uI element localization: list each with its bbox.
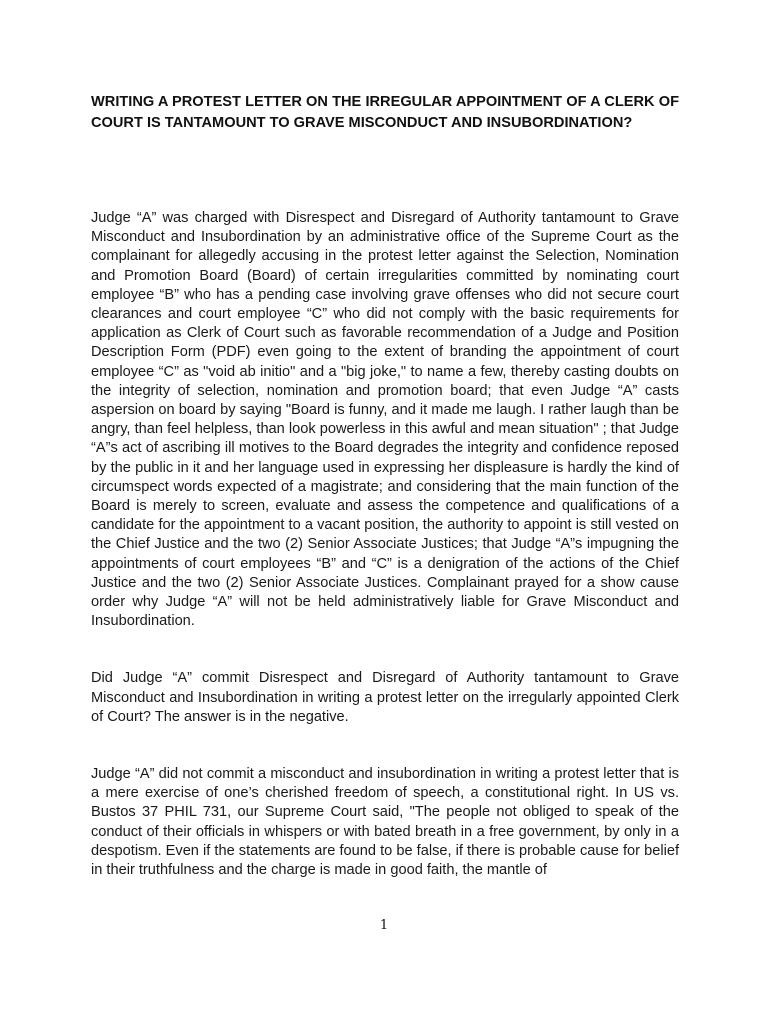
paragraph-charge: Judge “A” was charged with Disrespect and Disregard of Authority tantamount to Grave Misconduct and Insubordination by an administrative office of the Supreme Court as the complainant for allegedly accusing in the protest letter against the Selection, Nomination and Promotion Board (Board) of certain irregularities committed by nominating court employee “B” who has a pending case involving grave offenses who did not secure court clearances and court employee “C” who did not comply with the basic requirements for application as Clerk of Court such as favorable recommendation of a Judge and Position Description Form (PDF) even going to the extent of branding the appointment of court employee “C” as "void ab initio" and a "big joke," to name a few, thereby casting doubts on the integrity of selection, nomination and promotion board; that even Judge “A” casts aspersion on board by saying "Board is funny, and it made me laugh. I rather laugh than be angry, than feel helpless, than look powerless in this awful and mean situation" ; that Judge “A”s act of ascribing ill motives to the Board degrades the integrity and confidence reposed by the public in it and her language used in expressing her displeasure is hardly the kind of circumspect words expected of a magistrate; and considering that the main function of the Board is merely to screen, evaluate and assess the competence and qualifications of a candidate for the appointment to a vacant position, the authority to appoint is still vested on the Chief Justice and the two (2) Senior Associate Justices; that Judge “A”s impugning the appointments of court employees “B” and “C” is a denigration of the actions of the Chief Justice and the two (2) Senior Associate Justices. Complainant prayed for a show cause order why Judge “A” will not be held administratively liable for Grave Misconduct and Insubordination. [91, 210, 679, 630]
document-body [91, 92, 679, 880]
paragraph-question: Did Judge “A” commit Disrespect and Disregard of Authority tantamount to Grave Misconduct and Insubordination in writing a protest letter on the irregularly appointed Clerk of Court? The answer is in the negative. [91, 670, 679, 725]
document-title: WRITING A PROTEST LETTER ON THE IRREGULAR APPOINTMENT OF A CLERK OF COURT IS TANTAMOUNT TO GRAVE MISCONDUCT AND INSUBORDINATION? [91, 94, 679, 131]
page-number: 1 [379, 918, 389, 933]
paragraph-answer: Judge “A” did not commit a misconduct and insubordination in writing a protest letter that is a mere exercise of one’s cherished freedom of speech, a constitutional right. In US vs. Bustos 37 PHIL 731, our Supreme Court said, "The people not obliged to speak of the conduct of their officials in whispers or with bated breath in a free government, by only in a despotism. Even if the statements are found to be false, if there is probable cause for belief in their truthfulness and the charge is made in good faith, the mantle of [91, 766, 679, 879]
